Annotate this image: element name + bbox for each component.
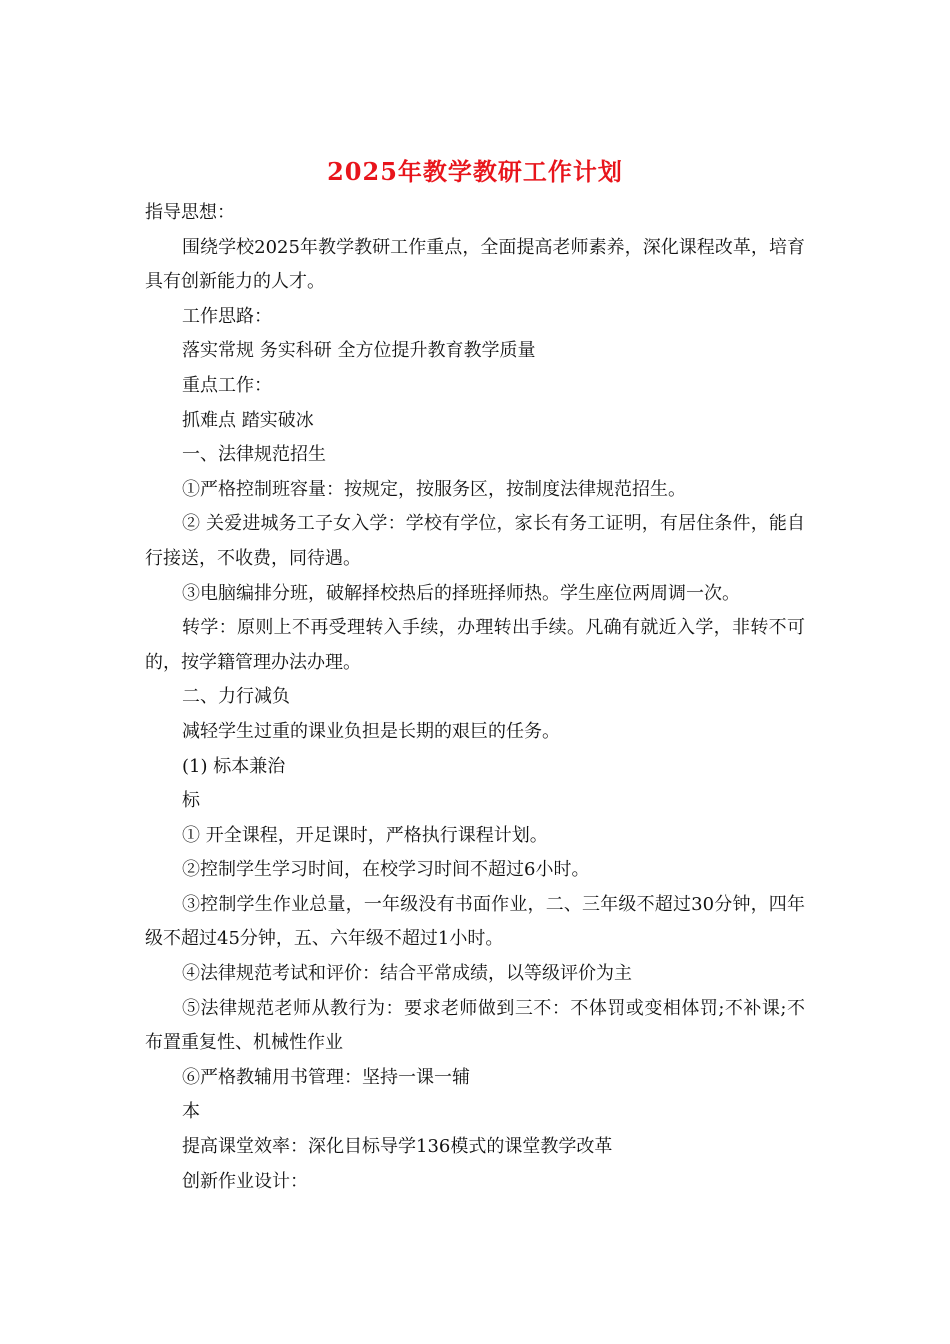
document-title: 2025年教学教研工作计划 xyxy=(327,157,623,186)
paragraph: 落实常规 务实科研 全方位提升教育教学质量 xyxy=(182,340,536,362)
paragraph: 工作思路： xyxy=(182,305,272,327)
paragraph: 重点工作： xyxy=(182,374,272,396)
paragraph: ④法律规范考试和评价：结合平常成绩，以等级评价为主 xyxy=(182,963,632,985)
section-heading: 一、法律规范招生 xyxy=(182,444,326,466)
section-heading: 二、力行减负 xyxy=(182,686,290,708)
sub-heading: (1) 标本兼治 xyxy=(182,755,286,777)
paragraph: 指导思想： xyxy=(145,202,235,223)
paragraph: ①严格控制班容量：按规定，按服务区，按制度法律规范招生。 xyxy=(182,478,686,500)
paragraph: ② 关爱进城务工子女入学：学校有学位，家长有务工证明，有居住条件，能自行接送，不收费，同待遇。 xyxy=(145,513,805,569)
paragraph: ⑥严格教辅用书管理：坚持一课一辅 xyxy=(182,1066,470,1088)
paragraph: 转学：原则上不再受理转入手续，办理转出手续。凡确有就近入学，非转不可的，按学籍管理办法办理。 xyxy=(145,617,805,673)
paragraph: ⑤法律规范老师从教行为：要求老师做到三不：不体罚或变相体罚;不补课;不布置重复性、机械性作业 xyxy=(145,997,805,1054)
paragraph: 减轻学生过重的课业负担是长期的艰巨的任务。 xyxy=(182,720,560,742)
paragraph: 本 xyxy=(182,1101,200,1123)
paragraph: 创新作业设计： xyxy=(182,1170,308,1192)
paragraph: 围绕学校2025年教学教研工作重点，全面提高老师素养，深化课程改革，培育具有创新能力的人才。 xyxy=(145,236,805,293)
paragraph: ① 开全课程，开足课时，严格执行课程计划。 xyxy=(182,824,548,846)
paragraph: 提高课堂效率：深化目标导学136模式的课堂教学改革 xyxy=(182,1136,613,1158)
paragraph: 抓难点 踏实破冰 xyxy=(182,409,314,431)
paragraph: ③电脑编排分班，破解择校热后的择班择师热。学生座位两周调一次。 xyxy=(182,582,740,604)
document-body xyxy=(145,196,805,1199)
paragraph: ②控制学生学习时间，在校学习时间不超过6小时。 xyxy=(182,859,590,881)
paragraph: ③控制学生作业总量，一年级没有书面作业，二、三年级不超过30分钟，四年级不超过45分钟，五、六年级不超过1小时。 xyxy=(145,893,805,950)
paragraph: 标 xyxy=(182,790,200,812)
